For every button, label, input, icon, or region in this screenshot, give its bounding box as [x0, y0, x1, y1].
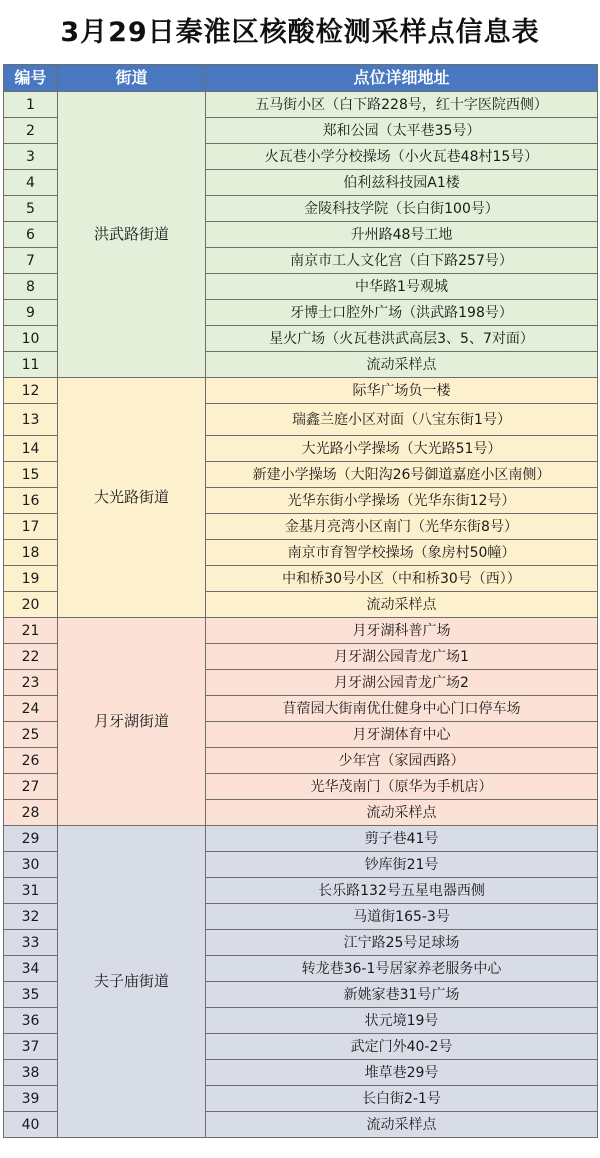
address-cell: 转龙巷36-1号居家养老服务中心 [206, 956, 598, 982]
header-street: 街道 [58, 65, 206, 92]
row-number: 38 [4, 1060, 58, 1086]
address-cell: 五马街小区（白下路228号，红十字医院西侧） [206, 92, 598, 118]
address-cell: 流动采样点 [206, 1112, 598, 1138]
row-number: 26 [4, 748, 58, 774]
row-number: 35 [4, 982, 58, 1008]
row-number: 6 [4, 222, 58, 248]
address-cell: 月牙湖公园青龙广场2 [206, 670, 598, 696]
row-number: 40 [4, 1112, 58, 1138]
table-body [4, 92, 598, 1138]
row-number: 5 [4, 196, 58, 222]
header-address: 点位详细地址 [206, 65, 598, 92]
address-cell: 星火广场（火瓦巷洪武高层3、5、7对面） [206, 326, 598, 352]
address-cell: 江宁路25号足球场 [206, 930, 598, 956]
address-cell: 少年宫（家园西路） [206, 748, 598, 774]
sampling-points-table [3, 64, 598, 1138]
address-cell: 武定门外40-2号 [206, 1034, 598, 1060]
page-title: 3月29日秦淮区核酸检测采样点信息表 [60, 16, 540, 48]
row-number: 2 [4, 118, 58, 144]
street-name: 夫子庙街道 [58, 826, 206, 1138]
address-cell: 光华茂南门（原华为手机店） [206, 774, 598, 800]
row-number: 33 [4, 930, 58, 956]
row-number: 4 [4, 170, 58, 196]
row-number: 32 [4, 904, 58, 930]
table-row [4, 826, 598, 852]
row-number: 17 [4, 514, 58, 540]
table-row [4, 378, 598, 404]
row-number: 15 [4, 462, 58, 488]
row-number: 16 [4, 488, 58, 514]
row-number: 18 [4, 540, 58, 566]
row-number: 39 [4, 1086, 58, 1112]
row-number: 25 [4, 722, 58, 748]
row-number: 3 [4, 144, 58, 170]
address-cell: 际华广场负一楼 [206, 378, 598, 404]
row-number: 24 [4, 696, 58, 722]
address-cell: 升州路48号工地 [206, 222, 598, 248]
address-cell: 南京市工人文化宫（白下路257号） [206, 248, 598, 274]
address-cell: 月牙湖体育中心 [206, 722, 598, 748]
row-number: 36 [4, 1008, 58, 1034]
street-name: 洪武路街道 [58, 92, 206, 378]
row-number: 22 [4, 644, 58, 670]
address-cell: 堆草巷29号 [206, 1060, 598, 1086]
row-number: 27 [4, 774, 58, 800]
address-cell: 火瓦巷小学分校操场（小火瓦巷48村15号） [206, 144, 598, 170]
address-cell: 新建小学操场（大阳沟26号御道嘉庭小区南侧） [206, 462, 598, 488]
row-number: 31 [4, 878, 58, 904]
address-cell: 流动采样点 [206, 592, 598, 618]
row-number: 10 [4, 326, 58, 352]
row-number: 1 [4, 92, 58, 118]
row-number: 9 [4, 300, 58, 326]
table-row [4, 618, 598, 644]
row-number: 8 [4, 274, 58, 300]
address-cell: 伯利兹科技园A1楼 [206, 170, 598, 196]
address-cell: 中华路1号观城 [206, 274, 598, 300]
street-name: 大光路街道 [58, 378, 206, 618]
address-cell: 马道街165-3号 [206, 904, 598, 930]
row-number: 7 [4, 248, 58, 274]
row-number: 12 [4, 378, 58, 404]
address-cell: 剪子巷41号 [206, 826, 598, 852]
address-cell: 南京市育智学校操场（象房村50幢） [206, 540, 598, 566]
table-header [4, 65, 598, 92]
address-cell: 月牙湖公园青龙广场1 [206, 644, 598, 670]
address-cell: 长白街2-1号 [206, 1086, 598, 1112]
row-number: 30 [4, 852, 58, 878]
address-cell: 流动采样点 [206, 800, 598, 826]
address-cell: 金基月亮湾小区南门（光华东街8号） [206, 514, 598, 540]
row-number: 21 [4, 618, 58, 644]
row-number: 29 [4, 826, 58, 852]
table-row [4, 92, 598, 118]
row-number: 11 [4, 352, 58, 378]
row-number: 20 [4, 592, 58, 618]
address-cell: 牙博士口腔外广场（洪武路198号） [206, 300, 598, 326]
row-number: 19 [4, 566, 58, 592]
row-number: 37 [4, 1034, 58, 1060]
row-number: 34 [4, 956, 58, 982]
address-cell: 长乐路132号五星电器西侧 [206, 878, 598, 904]
row-number: 23 [4, 670, 58, 696]
address-cell: 光华东街小学操场（光华东街12号） [206, 488, 598, 514]
address-cell: 状元境19号 [206, 1008, 598, 1034]
address-cell: 钞库街21号 [206, 852, 598, 878]
row-number: 14 [4, 436, 58, 462]
header-number: 编号 [4, 65, 58, 92]
address-cell: 苜蓿园大街南优仕健身中心门口停车场 [206, 696, 598, 722]
address-cell: 郑和公园（太平巷35号） [206, 118, 598, 144]
row-number: 13 [4, 404, 58, 436]
row-number: 28 [4, 800, 58, 826]
address-cell: 瑞鑫兰庭小区对面（八宝东街1号） [206, 404, 598, 436]
address-cell: 月牙湖科普广场 [206, 618, 598, 644]
address-cell: 新姚家巷31号广场 [206, 982, 598, 1008]
address-cell: 金陵科技学院（长白街100号） [206, 196, 598, 222]
address-cell: 中和桥30号小区（中和桥30号（西）） [206, 566, 598, 592]
street-name: 月牙湖街道 [58, 618, 206, 826]
address-cell: 大光路小学操场（大光路51号） [206, 436, 598, 462]
address-cell: 流动采样点 [206, 352, 598, 378]
